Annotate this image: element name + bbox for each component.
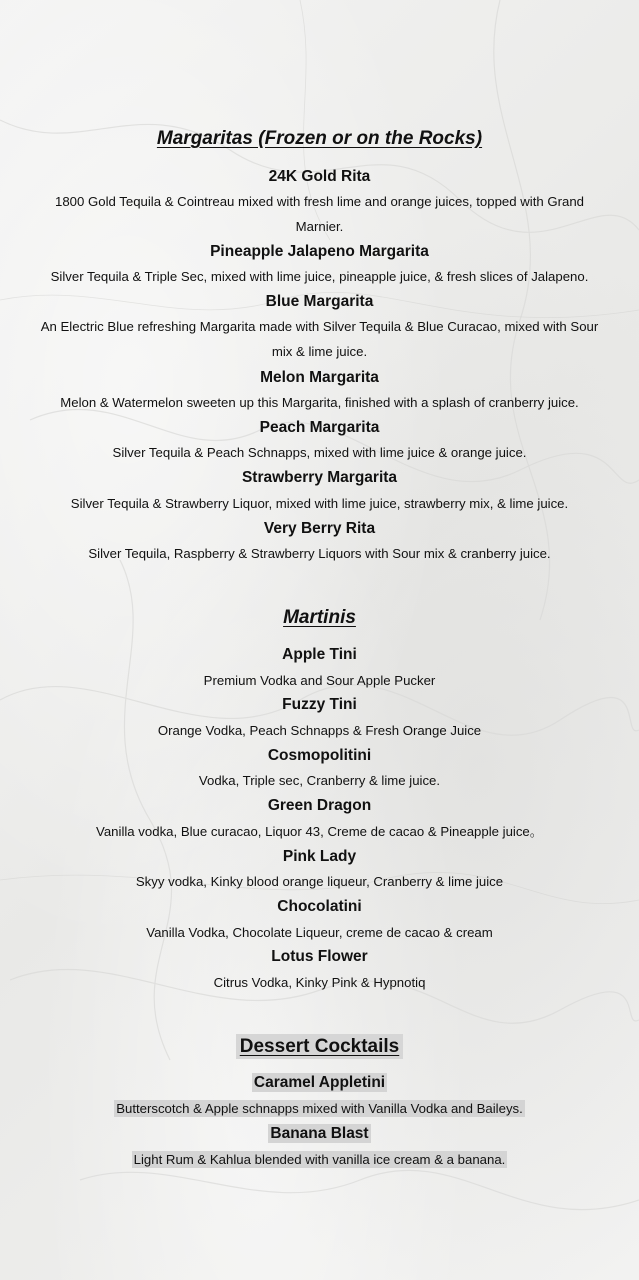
item-desc-peach-margarita: Silver Tequila & Peach Schnapps, mixed with lime juice & orange juice. [112,445,527,460]
item-name-fuzzy-tini: Fuzzy Tini [282,696,357,713]
item-desc-24k-gold-rita: 1800 Gold Tequila & Cointreau mixed with fresh lime and orange juices, topped with Grand Marnier. [54,194,585,234]
item-name-banana-blast [0,1124,639,1144]
section-title-dessert-cocktails-text: Dessert Cocktails [236,1034,403,1059]
item-desc-caramel-appletini [40,1096,599,1121]
item-desc-cosmopolitini: Vodka, Triple sec, Cranberry & lime juice. [198,773,441,788]
section-title-dessert-cocktails [0,1035,639,1059]
item-desc-very-berry-rita: Silver Tequila, Raspberry & Strawberry Liquors with Sour mix & cranberry juice. [88,546,551,561]
item-name-pink-lady: Pink Lady [282,848,357,865]
item-desc-strawberry-margarita: Silver Tequila & Strawberry Liquor, mixed with lime juice, strawberry mix, & lime juice. [70,496,569,511]
item-desc-fuzzy-tini: Orange Vodka, Peach Schnapps & Fresh Orange Juice [157,723,482,738]
item-name-green-dragon: Green Dragon [267,797,372,814]
item-desc-melon-margarita: Melon & Watermelon sweeten up this Margarita, finished with a splash of cranberry juice. [60,395,579,410]
item-name-cosmopolitini: Cosmopolitini [267,747,372,764]
item-desc-pink-lady: Skyy vodka, Kinky blood orange liqueur, Cranberry & lime juice [135,874,504,889]
item-desc-banana-blast-text: Light Rum & Kahlua blended with vanilla ice cream & a banana. [133,1152,506,1167]
item-desc-lotus-flower: Citrus Vodka, Kinky Pink & Hypnotiq [213,975,426,990]
item-name-melon-margarita: Melon Margarita [260,369,379,386]
item-desc-pineapple-jalapeno-margarita: Silver Tequila & Triple Sec, mixed with lime juice, pineapple juice, & fresh slices of Jalapeno. [50,269,589,284]
item-desc-blue-margarita: An Electric Blue refreshing Margarita made with Silver Tequila & Blue Curacao, mixed with Sour mix & lime juice. [40,319,599,359]
item-name-apple-tini: Apple Tini [282,646,357,663]
item-name-blue-margarita: Blue Margarita [265,293,374,310]
item-name-lotus-flower: Lotus Flower [271,948,368,965]
item-desc-apple-tini: Premium Vodka and Sour Apple Pucker [203,673,436,688]
item-desc-chocolatini: Vanilla Vodka, Chocolate Liqueur, creme de cacao & cream [146,925,493,940]
item-name-caramel-appletini-text: Caramel Appletini [253,1074,386,1091]
item-name-pineapple-jalapeno-margarita: Pineapple Jalapeno Margarita [210,243,429,260]
item-name-strawberry-margarita: Strawberry Margarita [241,469,398,486]
item-name-24k-gold-rita: 24K Gold Rita [268,168,371,185]
item-name-peach-margarita: Peach Margarita [259,419,380,436]
item-name-caramel-appletini [0,1073,639,1093]
item-desc-banana-blast [40,1147,599,1172]
item-name-chocolatini: Chocolatini [277,898,362,915]
section-title-margaritas: Margaritas (Frozen or on the Rocks) [156,128,483,149]
item-name-very-berry-rita: Very Berry Rita [263,520,376,537]
section-title-martinis: Martinis [283,607,356,628]
item-name-banana-blast-text: Banana Blast [270,1125,369,1142]
item-desc-green-dragon: Vanilla vodka, Blue curacao, Liquor 43, Creme de cacao & Pineapple juice。 [96,824,543,839]
item-desc-caramel-appletini-text: Butterscotch & Apple schnapps mixed with Vanilla Vodka and Baileys. [116,1101,523,1116]
